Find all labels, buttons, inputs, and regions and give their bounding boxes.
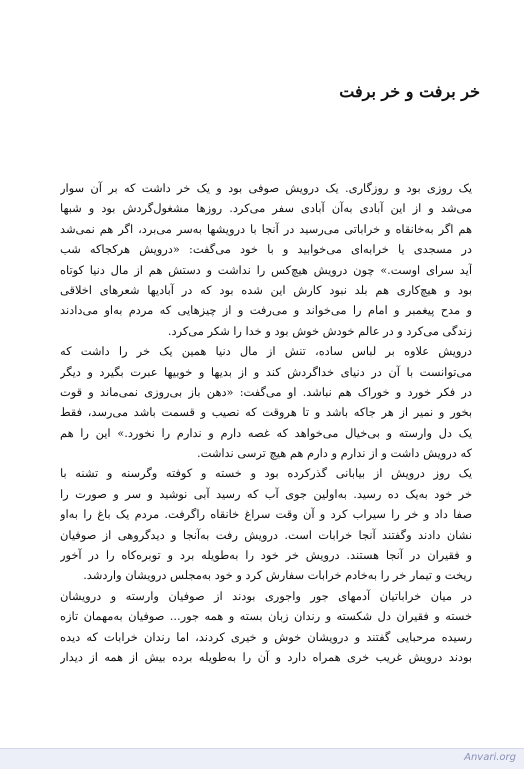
text-line: خر خود به‌یک ده رسید. به‌اولین جوی آب که رسید آبی نوشید و سر و صورت را [60, 486, 472, 501]
watermark-text: Anvari.org [464, 752, 516, 763]
text-line: و مدح پیغمبر و امام را می‌خواند و می‌رفت و از چیزهایی که مردم به‌او می‌دادند [60, 303, 472, 318]
text-line: در مسجدی یا خرابه‌ای می‌خوابید و با خود می‌گفت: «درویش هرکجاکه شب [60, 242, 472, 257]
text-line: زندگی می‌کرد و در عالم خودش خوش بود و خدا را شکر می‌کرد. [167, 323, 472, 338]
paragraph [60, 178, 472, 341]
text-line: هم اگر به‌خانقاه و خراباتی می‌رسید در آنجا با درویشها به‌سر می‌برد، اگر هم نمی‌شد [60, 221, 472, 236]
text-line: رسیده مرحبایی گفتند و درویشان خوش و خیری کردند، اما رندان خرابات که دیده [60, 629, 472, 644]
text-line: در میان خراباتیان آدمهای جور واجوری بودند از صوفیان وارسته و درویشان [60, 588, 472, 603]
paragraph [60, 463, 472, 585]
text-line: می‌شد و از این آبادی به‌آن آبادی سفر می‌کرد. روزها مشغول‌گردش بود و شبها [60, 201, 472, 216]
paragraph [60, 586, 472, 668]
text-line: یک روزی بود و روزگاری. یک درویش صوفی بود و یک خر داشت که بر آن سوار [60, 181, 472, 195]
body-text [60, 178, 472, 667]
text-line: می‌توانست با آن در دنیای خداگردش کند و از بدیها و خوبیها عبرت بگیرد و دیگر [60, 364, 472, 379]
paragraph [60, 341, 472, 463]
text-line: درویش علاوه بر لباس ساده، تنش از مال دنیا همین یک خر را داشت که [60, 344, 472, 359]
text-line: که درویش داشت و از ندارم و دارم هم هیچ ترسی نداشت. [197, 446, 472, 461]
text-line: ریخت و تیمار خر را به‌خادم خرابات سفارش کرد و خود به‌مجلس درویشان واردشد. [83, 568, 472, 583]
text-line: آید سرای اوست.» چون درویش هیچ‌کس را نداشت و دستش هم از مال دنیا کوتاه [60, 262, 472, 277]
text-line: بخور و نمیر از هر جاکه باشد و تا هروقت که نصیب و قسمت باشد می‌رسد، فقط [60, 405, 472, 420]
text-line: و فقیران در آنجا هستند. درویش خر خود را به‌طویله برد و توبره‌کاه را در آخور [60, 548, 472, 563]
text-line: صفا داد و خر را سیراب کرد و آن وقت سراغ خانقاه راگرفت. مردم یک باغ را به‌او [60, 507, 472, 522]
chapter-title: خر برفت و خر برفت [339, 82, 480, 101]
footer-band [0, 748, 524, 769]
text-line: خسته و فقیران دل شکسته و رندان زبان بسته و همه جور... صوفیان به‌مهمان تازه [60, 609, 472, 624]
text-line: در فکر خورد و خوراک هم نباشد. او می‌گفت: «دهن باز بی‌روزی نمی‌ماند و قوت [60, 384, 472, 399]
text-line: یک دل وارسته و بی‌خیال می‌خواهد که غصه دارم و ندارم را نخورد.» این را هم [60, 425, 472, 440]
text-line: نشان دادند وگفتند آنجا خرابات است. درویش رفت به‌آنجا و دیدگروهی از صوفیان [60, 527, 472, 542]
text-line: بودند درویش غریب خری همراه دارد و آن را به‌طویله برده بیش از همه از دیدار [60, 649, 472, 664]
text-line: یک روز درویش از بیابانی گذرکرده بود و خسته و کوفته وگرسنه و تشنه با [60, 466, 472, 481]
text-line: بود و هیچ‌کاری هم بلد نبود کارش این شده بود که در آبادیها شعرهای اخلاقی [60, 282, 472, 297]
